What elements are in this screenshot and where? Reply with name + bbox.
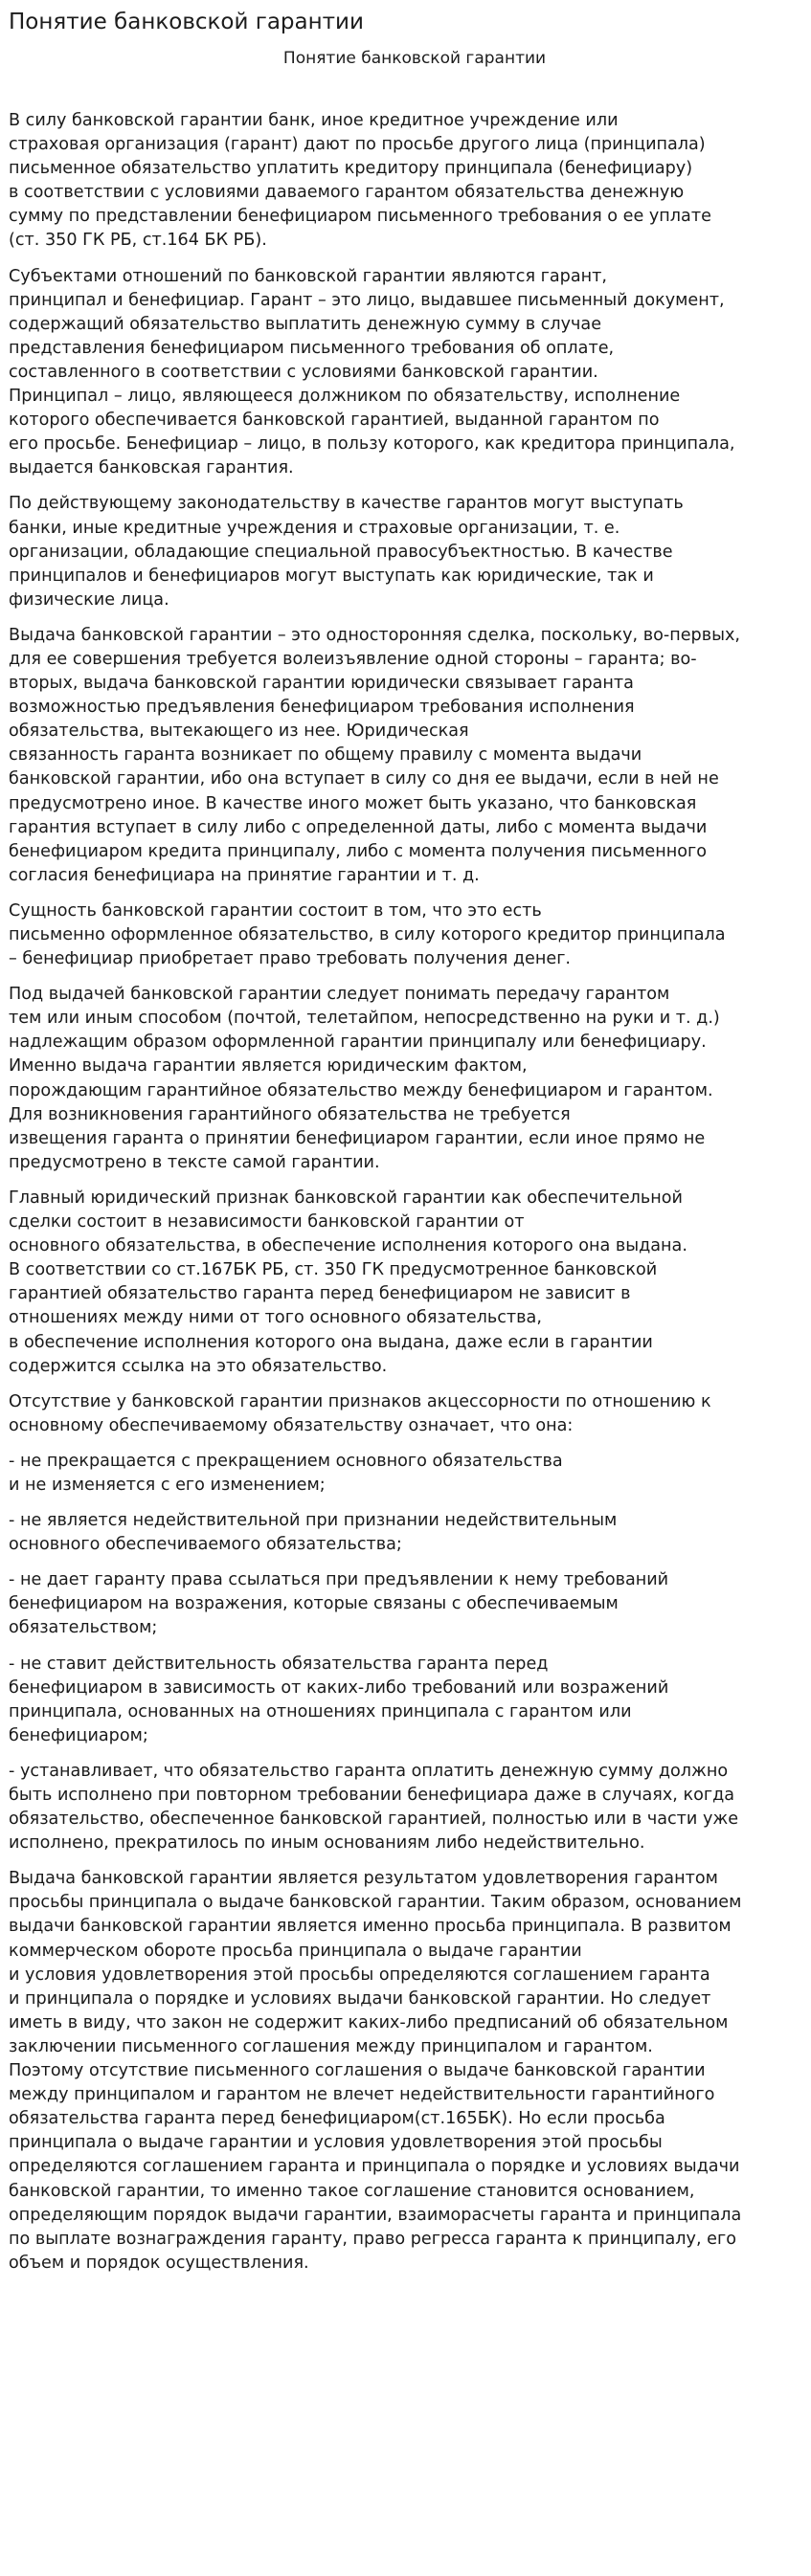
list-item: - не прекращается с прекращением основного обязательства и не изменяется с его изменением; — [9, 1451, 563, 1495]
paragraph-definition: В силу банковской гарантии банк, иное кредитное учреждение или страховая организация (гарант) дают по просьбе другого лица (принципала) письменное обязательство уплатить кредитору принципала (бенефициару) в соответствии с условиями даваемого гарантом обязательства денежную сумму по представлении бенефициаром письменного требования о ее уплате (ст. 350 ГК РБ, ст.164 БК РБ). — [9, 111, 711, 251]
paragraph-essence: Сущность банковской гарантии состоит в том, что это есть письменно оформленное обязательство, в силу которого кредитор принципала – бенефициар приобретает право требовать получения денег. — [9, 900, 726, 969]
page-title: Понятие банковской гарантии — [9, 10, 364, 34]
paragraph-issuance: Под выдачей банковской гарантии следует понимать передачу гарантом тем или иным способом (почтой, телетайпом, непосредственно на руки и т. д.) надлежащим образом оформленной гарантии принципалу или бенефициару. Именно выдача гарантии является юридическим фактом, порождающим гарантийное обязательство между бенефициаром и гарантом. Для возникновения гарантийного обязательства не требуется извещения гаранта о принятии бенефициаром гарантии, если иное прямо не предусмотрено в тексте самой гарантии. — [9, 985, 720, 1172]
list-item: - устанавливает, что обязательство гаранта оплатить денежную сумму должно быть исполнено при повторном требовании бенефициара даже в случаях, когда обязательство, обеспеченное банковской гарантией, полностью или в части уже исполнено, прекратилось по иным основаниям либо недействительно. — [9, 1761, 739, 1854]
paragraph-independence: Главный юридический признак банковской гарантии как обеспечительной сделки состоит в независимости банковской гарантии от основного обязательства, в обеспечение исполнения которого она выдана. В соответствии со ст.167БК РБ, ст. 350 ГК предусмотренное банковской гарантией обязательство гаранта перед бенефициаром не зависит в отношениях между ними от того основного обязательства, в обеспечение исполнения которого она выдана, даже если в гарантии содержится ссылка на это обязательство. — [9, 1188, 687, 1376]
list-item: - не ставит действительность обязательства гаранта перед бенефициаром в зависимость от каких-либо требований или возражений принципала, основанных на отношениях принципала с гарантом или бенефициаром; — [9, 1654, 669, 1745]
document-body — [9, 109, 807, 2276]
document-subtitle: Понятие банковской гарантии — [282, 49, 547, 68]
paragraph-principal-request: Выдача банковской гарантии является результатом удовлетворения гарантом просьбы принципала о выдаче банковской гарантии. Таким образом, основанием выдачи банковской гарантии является именно просьба принципала. В развитом коммерческом обороте просьба принципала о выдаче гарантии и условия удовлетворения этой просьбы определяются соглашением гаранта и принципала о порядке и условиях выдачи банковской гарантии. Но следует иметь в виду, что закон не содержит каких-либо предписаний об обязательном заключении письменного соглашения между принципалом и гарантом. Поэтому отсутствие письменного соглашения о выдаче банковской гарантии между принципалом и гарантом не влечет недействительности гарантийного обязательства гаранта перед бенефициаром(ст.165БК). Но если просьба принципала о выдаче гарантии и условия удовлетворения этой просьбы определяются соглашением гаранта и принципала о порядке и условиях выдачи банковской гарантии, то именно такое соглашение становится основанием, определяющим порядок выдачи гарантии, взаиморасчеты гаранта и принципала по выплате вознаграждения гаранту, право регресса гаранта к принципалу, его объем и порядок осуществления. — [9, 1869, 742, 2273]
list-item: - не дает гаранту права ссылаться при предъявлении к нему требований бенефициаром на возражения, которые связаны с обеспечиваемым обязательством; — [9, 1570, 669, 1638]
paragraph-unilateral-deal: Выдача банковской гарантии – это односторонняя сделка, поскольку, во-первых, для ее совершения требуется волеизъявление одной стороны – гаранта; во- вторых, выдача банковской гарантии юридически связывает гаранта возможностью предъявления бенефициаром требования исполнения обязательства, вытекающего из нее. Юридическая связанность гаранта возникает по общему правилу с момента выдачи банковской гарантии, ибо она вступает в силу со дня ее выдачи, если в ней не предусмотрено иное. В качестве иного может быть указано, что банковская гарантия вступает в силу либо с определенной даты, либо с момента выдачи бенефициаром кредита принципалу, либо с момента получения письменного согласия бенефициара на принятие гарантии и т. д. — [9, 625, 740, 885]
paragraph-non-accessory-intro: Отсутствие у банковской гарантии признаков акцессорности по отношению к основному обеспечиваемому обязательству означает, что она: — [9, 1391, 711, 1435]
list-item: - не является недействительной при признании недействительным основного обеспечиваемого обязательства; — [9, 1511, 618, 1555]
paragraph-subjects: Субъектами отношений по банковской гарантии являются гарант, принципал и бенефициар. Гарант – это лицо, выдавшее письменный документ, содержащий обязательство выплатить денежную сумму в случае представления бенефициаром письменного требования об оплате, составленного в соответствии с условиями банковской гарантии. Принципал – лицо, являющееся должником по обязательству, исполнение которого обеспечивается банковской гарантией, выданной гарантом по его просьбе. Бенефициар – лицо, в пользу которого, как кредитора принципала, выдается банковская гарантия. — [9, 266, 735, 478]
paragraph-guarantors: По действующему законодательству в качестве гарантов могут выступать банки, иные кредитные учреждения и страховые организации, т. е. организации, обладающие специальной правосубъектностью. В качестве принципалов и бенефициаров могут выступать как юридические, так и физические лица. — [9, 494, 684, 610]
